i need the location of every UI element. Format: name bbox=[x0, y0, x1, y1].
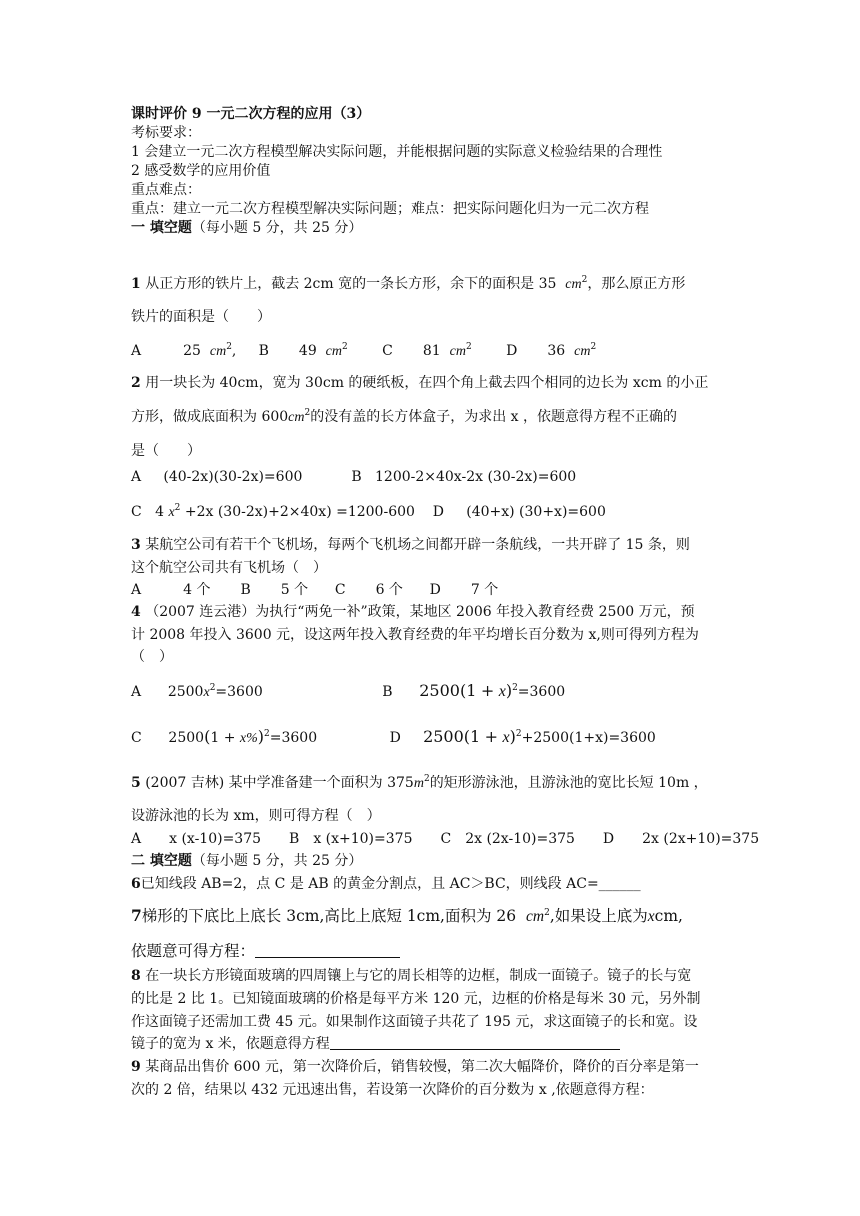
question-number: 3 bbox=[131, 537, 141, 553]
answer-blank[interactable] bbox=[330, 1037, 620, 1050]
question-7-line-2: 依题意可得方程： bbox=[131, 942, 400, 960]
section-2-heading bbox=[131, 852, 362, 870]
answer-blank[interactable] bbox=[255, 945, 400, 958]
question-2-line-3: 是（ ） bbox=[131, 443, 201, 459]
question-number: 9 bbox=[131, 1059, 141, 1075]
question-9-line-2: 次的 2 倍，结果以 432 元迅速出售，若设第一次降价的百分数为 x ,依题意得方程： bbox=[131, 1082, 654, 1098]
option-d: D bbox=[506, 343, 518, 359]
key-points-label: 重点难点： bbox=[131, 182, 201, 198]
question-8-line-4: 镜子的宽为 x 米，依题意得方程 bbox=[131, 1035, 620, 1053]
question-4-line-2: 计 2008 年投入 3600 元，设这两年投入教育经费的年平均增长百分数为 x,则可得列方程为 bbox=[131, 627, 699, 643]
option-b: B bbox=[258, 343, 269, 359]
section-2-title: 二 填空题 bbox=[131, 853, 192, 869]
question-5-options: A x (x-10)=375 B x (x+10)=375 C 2x (2x-10)=375 D 2x (2x+10)=375 bbox=[131, 831, 760, 847]
question-number: 2 bbox=[131, 375, 141, 391]
section-2-note: （每小题 5 分，共 25 分） bbox=[191, 853, 363, 869]
question-4-line-1: 4 （2007 连云港）为执行“两免一补”政策，某地区 2006 年投入教育经费 2500 万元，预 bbox=[131, 604, 695, 620]
question-7-line-1: 7梯形的下底比上底长 3cm,高比上底短 1cm,面积为 26 $cm^2$,如果设上底为xcm, bbox=[131, 906, 683, 925]
question-2-line-2: 方形，做成底面积为 $600cm^2$的没有盖的长方体盒子，为求出 x ，依题意得方程不正确的 bbox=[131, 408, 678, 425]
section-1-title: 一 填空题 bbox=[131, 220, 192, 236]
requirement-2: 2 感受数学的应用价值 bbox=[131, 163, 271, 179]
question-3-line-2: 这个航空公司共有飞机场（ ） bbox=[131, 560, 327, 576]
question-number: 8 bbox=[131, 968, 141, 984]
question-5-line-2: 设游泳池的长为 xm，则可得方程（ ） bbox=[131, 808, 381, 824]
question-number: 4 bbox=[131, 604, 141, 620]
question-2-options-cd: C 4 $x^2 +2x$ (30-2x)+2×40x) =1200-600 D (40+x) (30+x)=600 bbox=[131, 503, 606, 520]
question-1-line-2: 铁片的面积是（ ） bbox=[131, 309, 271, 325]
option-a: A bbox=[131, 343, 142, 359]
unit-cm: cm bbox=[565, 277, 582, 292]
question-1-line-1: 1 从正方形的铁片上，截去 2cm 宽的一条长方形，余下的面积是 35 $cm^2$，那么原正方形 bbox=[131, 275, 686, 292]
doc-title: 课时评价 9 一元二次方程的应用（3） bbox=[131, 106, 371, 122]
question-5-line-1: 5 (2007 吉林) 某中学准备建一个面积为 $375m^2$的矩形游泳池，且游泳池的宽比长短 10m ， bbox=[131, 774, 708, 791]
question-number: 5 bbox=[131, 775, 141, 791]
question-4-options-ab: A $2500x^2=3600$ B $2500(1 + x)^2=3600$ bbox=[131, 681, 566, 700]
requirement-1: 1 会建立一元二次方程模型解决实际问题，并能根据问题的实际意义检验结果的合理性 bbox=[131, 144, 663, 160]
question-number: 1 bbox=[131, 276, 141, 292]
section-1-note: （每小题 5 分，共 25 分） bbox=[191, 220, 363, 236]
section-1-heading bbox=[131, 219, 362, 237]
question-4-options-cd: C $2500(1 + x\%)^2=3600$ D $2500(1 + x)^2+2500(1+x)=3600$ bbox=[131, 727, 656, 746]
question-8-line-3: 作这面镜子还需加工费 45 元。如果制作这面镜子共花了 195 元，求这面镜子的长和宽。设 bbox=[131, 1014, 698, 1030]
question-number: 6 bbox=[131, 876, 141, 892]
question-4-line-3: （ ） bbox=[131, 649, 173, 665]
option-c: C bbox=[382, 343, 393, 359]
question-8-line-1: 8 在一块长方形镜面玻璃的四周镶上与它的周长相等的边框，制成一面镜子。镜子的长与宽 bbox=[131, 968, 692, 984]
question-number: 7 bbox=[131, 906, 142, 925]
question-3-options: A 4 个 B 5 个 C 6 个 D 7 个 bbox=[131, 582, 499, 598]
question-2-line-1: 2 用一块长为 40cm，宽为 30cm 的硬纸板，在四个角上截去四个相同的边长为 xcm 的小正 bbox=[131, 375, 709, 391]
question-6: 6已知线段 AB=2，点 C 是 AB 的黄金分割点，且 AC＞BC，则线段 AC=______ bbox=[131, 876, 641, 892]
question-3-line-1: 3 某航空公司有若干个飞机场，每两个飞机场之间都开辟一条航线，一共开辟了 15 条，则 bbox=[131, 537, 690, 553]
requirements-label: 考标要求： bbox=[131, 125, 201, 141]
question-9-line-1: 9 某商品出售价 600 元，第一次降价后，销售较慢，第二次大幅降价，降价的百分率是第一 bbox=[131, 1059, 699, 1075]
key-points-text: 重点：建立一元二次方程模型解决实际问题；难点：把实际问题化归为一元二次方程 bbox=[131, 201, 649, 217]
question-2-options-ab: A (40-2x)(30-2x)=600 B 1200-2×40x-2x (30-2x)=600 bbox=[131, 469, 577, 485]
question-1-options: A 25 $cm^2$, B 49 $cm^2$ C 81 $cm^2$ D 36 $cm^2$ bbox=[131, 342, 597, 359]
question-8-line-2: 的比是 2 比 1。已知镜面玻璃的价格是每平方米 120 元，边框的价格是每米 30 元，另外制 bbox=[131, 991, 701, 1007]
